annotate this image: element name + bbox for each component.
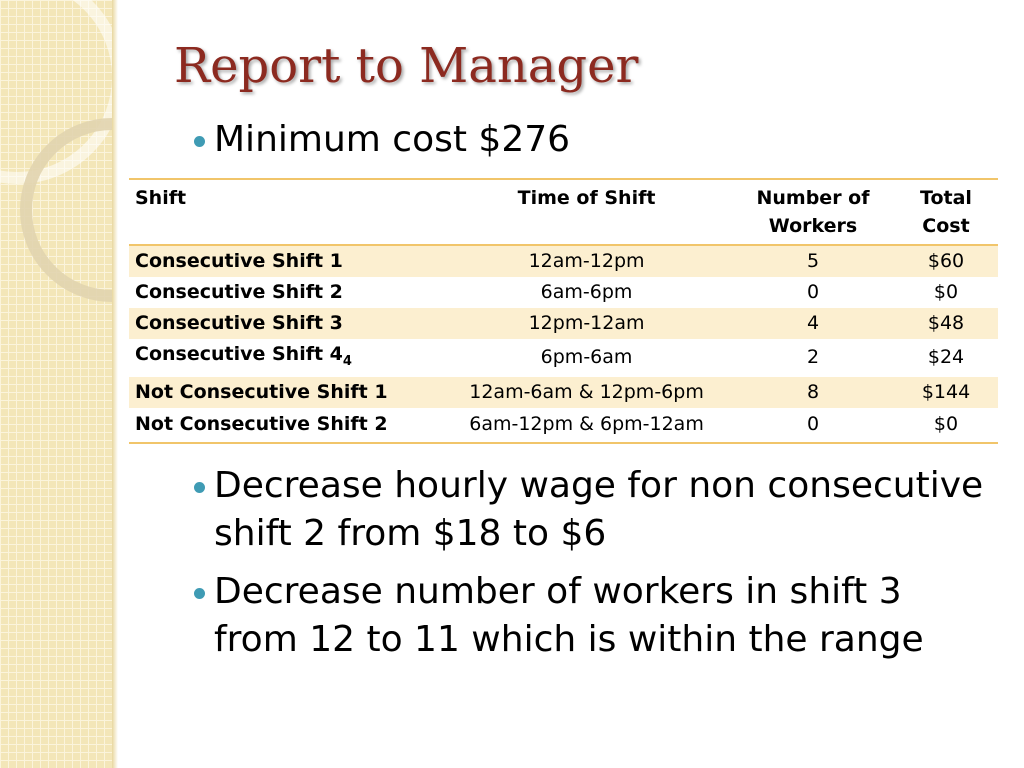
bullet-decrease-workers <box>214 568 994 664</box>
table-row <box>129 408 998 443</box>
cell-time: 6am-12pm & 6pm-12am <box>469 413 704 436</box>
bullet-text: Decrease number of workers in shift 3 from 12 to 11 which is within the range <box>214 571 924 660</box>
cell-time: 12am-12pm <box>441 245 732 277</box>
cell-shift <box>129 339 441 377</box>
shift-table <box>129 178 998 444</box>
cell-cost: $24 <box>927 346 965 369</box>
cell-shift: Consecutive Shift 2 <box>135 281 343 303</box>
bullet-text: Decrease hourly wage for non consecutive shift 2 from $18 to $6 <box>214 465 984 554</box>
cell-workers: 8 <box>732 377 894 408</box>
header-shift: Shift <box>135 187 187 209</box>
cell-workers: 5 <box>732 245 894 277</box>
bullet-dot-icon <box>194 482 205 493</box>
cell-time: 12pm-12am <box>441 308 732 339</box>
header-cost: Total Cost <box>920 187 972 237</box>
table-header-row <box>129 179 998 245</box>
bullet-minimum-cost <box>214 116 570 164</box>
cell-shift: Consecutive Shift 3 <box>129 308 441 339</box>
table-row <box>129 377 998 408</box>
table-row <box>129 339 998 377</box>
side-panel-edge <box>112 0 118 768</box>
header-workers: Number of Workers <box>756 187 870 237</box>
cell-workers: 0 <box>806 281 820 303</box>
cell-shift: Not Consecutive Shift 1 <box>129 377 441 408</box>
cell-cost: $144 <box>894 377 998 408</box>
slide-title: Report to Manager <box>174 38 639 94</box>
cell-time: 12am-6am & 12pm-6pm <box>441 377 732 408</box>
cell-cost: $0 <box>933 281 959 303</box>
cell-cost: $60 <box>894 245 998 277</box>
cell-time: 6am-6pm <box>540 281 633 303</box>
bullet-dot-icon <box>194 136 205 147</box>
table-row <box>129 245 998 277</box>
decorative-side-panel <box>0 0 112 768</box>
cell-shift-subscript: 4 <box>342 353 352 369</box>
cell-cost: $48 <box>894 308 998 339</box>
bullet-decrease-wage <box>214 462 994 558</box>
cell-time: 6pm-6am <box>540 346 633 369</box>
bullet-dot-icon <box>194 588 205 599</box>
cell-workers: 2 <box>806 346 820 369</box>
bullet-text: Minimum cost $276 <box>214 119 571 160</box>
cell-shift-text: Consecutive Shift 4 <box>135 343 343 365</box>
cell-workers: 0 <box>806 413 820 436</box>
cell-workers: 4 <box>732 308 894 339</box>
table-row <box>129 308 998 339</box>
cell-shift: Consecutive Shift 1 <box>129 245 441 277</box>
cell-cost: $0 <box>933 413 959 436</box>
header-time: Time of Shift <box>517 187 656 209</box>
table-row <box>129 277 998 308</box>
cell-shift: Not Consecutive Shift 2 <box>135 413 388 436</box>
